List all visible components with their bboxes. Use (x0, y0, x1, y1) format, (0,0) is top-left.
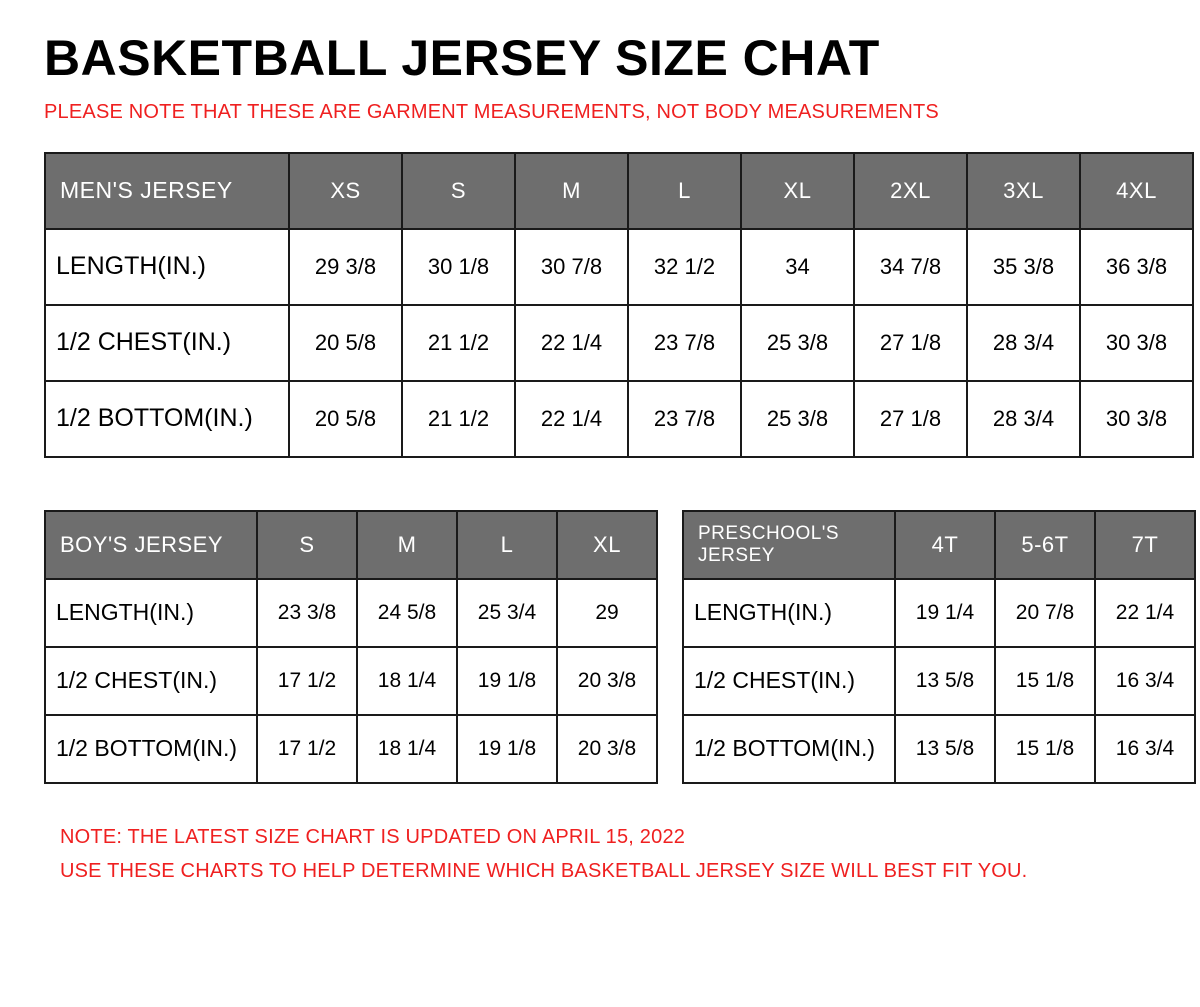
table-cell: 22 1/4 (1095, 579, 1195, 647)
table-cell: 25 3/8 (741, 381, 854, 457)
table-cell: 15 1/8 (995, 647, 1095, 715)
row-label: 1/2 CHEST(IN.) (45, 647, 257, 715)
table-cell: 30 7/8 (515, 229, 628, 305)
table-cell: 20 3/8 (557, 715, 657, 783)
table-cell: 19 1/8 (457, 647, 557, 715)
table-cell: 28 3/4 (967, 305, 1080, 381)
row-label: LENGTH(IN.) (683, 579, 895, 647)
table-row (683, 715, 1195, 783)
table-cell: 25 3/4 (457, 579, 557, 647)
table-cell: 30 3/8 (1080, 305, 1193, 381)
row-label: 1/2 BOTTOM(IN.) (45, 381, 289, 457)
table-cell: 24 5/8 (357, 579, 457, 647)
table-cell: 22 1/4 (515, 305, 628, 381)
table-header-row (45, 511, 657, 579)
mens-jersey-table (44, 152, 1194, 458)
table-cell: 36 3/8 (1080, 229, 1193, 305)
table-cell: 35 3/8 (967, 229, 1080, 305)
usage-note: USE THESE CHARTS TO HELP DETERMINE WHICH BASKETBALL JERSEY SIZE WILL BEST FIT YOU. (60, 859, 1028, 882)
table-cell: 27 1/8 (854, 381, 967, 457)
table-cell: 20 7/8 (995, 579, 1095, 647)
column-header: 2XL (854, 153, 967, 229)
row-label: 1/2 CHEST(IN.) (683, 647, 895, 715)
column-header: L (628, 153, 741, 229)
table-row (45, 229, 1193, 305)
table-cell: 13 5/8 (895, 647, 995, 715)
column-header: PRESCHOOL'S JERSEY (683, 511, 895, 579)
table-cell: 20 3/8 (557, 647, 657, 715)
table-row (45, 381, 1193, 457)
bottom-notes (60, 820, 1174, 888)
row-label: LENGTH(IN.) (45, 579, 257, 647)
column-header: XL (741, 153, 854, 229)
table-cell: 29 (557, 579, 657, 647)
table-cell: 21 1/2 (402, 305, 515, 381)
row-label: 1/2 BOTTOM(IN.) (683, 715, 895, 783)
row-label: LENGTH(IN.) (45, 229, 289, 305)
table-row (45, 647, 657, 715)
table-cell: 17 1/2 (257, 715, 357, 783)
column-header: 4XL (1080, 153, 1193, 229)
column-header: 5-6T (995, 511, 1095, 579)
table-cell: 30 1/8 (402, 229, 515, 305)
table-cell: 23 3/8 (257, 579, 357, 647)
column-header: BOY'S JERSEY (45, 511, 257, 579)
table-cell: 16 3/4 (1095, 715, 1195, 783)
table-row (45, 305, 1193, 381)
column-header: S (257, 511, 357, 579)
bottom-tables (44, 510, 1174, 784)
table-cell: 25 3/8 (741, 305, 854, 381)
table-cell: 28 3/4 (967, 381, 1080, 457)
column-header: L (457, 511, 557, 579)
table-cell: 18 1/4 (357, 647, 457, 715)
table-cell: 22 1/4 (515, 381, 628, 457)
table-cell: 34 (741, 229, 854, 305)
column-header: 3XL (967, 153, 1080, 229)
column-header: M (515, 153, 628, 229)
table-cell: 30 3/8 (1080, 381, 1193, 457)
update-note: NOTE: THE LATEST SIZE CHART IS UPDATED ON APRIL 15, 2022 (60, 825, 686, 848)
table-row (45, 715, 657, 783)
table-cell: 19 1/4 (895, 579, 995, 647)
page-title: BASKETBALL JERSEY SIZE CHAT (44, 30, 880, 86)
table-cell: 34 7/8 (854, 229, 967, 305)
table-row (683, 647, 1195, 715)
column-header: 4T (895, 511, 995, 579)
row-label: 1/2 CHEST(IN.) (45, 305, 289, 381)
column-header: S (402, 153, 515, 229)
table-cell: 13 5/8 (895, 715, 995, 783)
table-cell: 21 1/2 (402, 381, 515, 457)
table-cell: 20 5/8 (289, 305, 402, 381)
table-cell: 23 7/8 (628, 305, 741, 381)
top-note: PLEASE NOTE THAT THESE ARE GARMENT MEASUREMENTS, NOT BODY MEASUREMENTS (44, 100, 939, 123)
table-header-row (45, 153, 1193, 229)
table-row (45, 579, 657, 647)
table-cell: 18 1/4 (357, 715, 457, 783)
column-header: XS (289, 153, 402, 229)
table-cell: 17 1/2 (257, 647, 357, 715)
column-header: MEN'S JERSEY (45, 153, 289, 229)
preschool-jersey-table (682, 510, 1196, 784)
table-cell: 29 3/8 (289, 229, 402, 305)
table-cell: 16 3/4 (1095, 647, 1195, 715)
table-cell: 19 1/8 (457, 715, 557, 783)
column-header: M (357, 511, 457, 579)
table-row (683, 579, 1195, 647)
row-label: 1/2 BOTTOM(IN.) (45, 715, 257, 783)
table-header-row (683, 511, 1195, 579)
table-cell: 32 1/2 (628, 229, 741, 305)
boys-jersey-table (44, 510, 658, 784)
table-cell: 20 5/8 (289, 381, 402, 457)
table-cell: 15 1/8 (995, 715, 1095, 783)
column-header: 7T (1095, 511, 1195, 579)
table-cell: 23 7/8 (628, 381, 741, 457)
table-cell: 27 1/8 (854, 305, 967, 381)
column-header: XL (557, 511, 657, 579)
